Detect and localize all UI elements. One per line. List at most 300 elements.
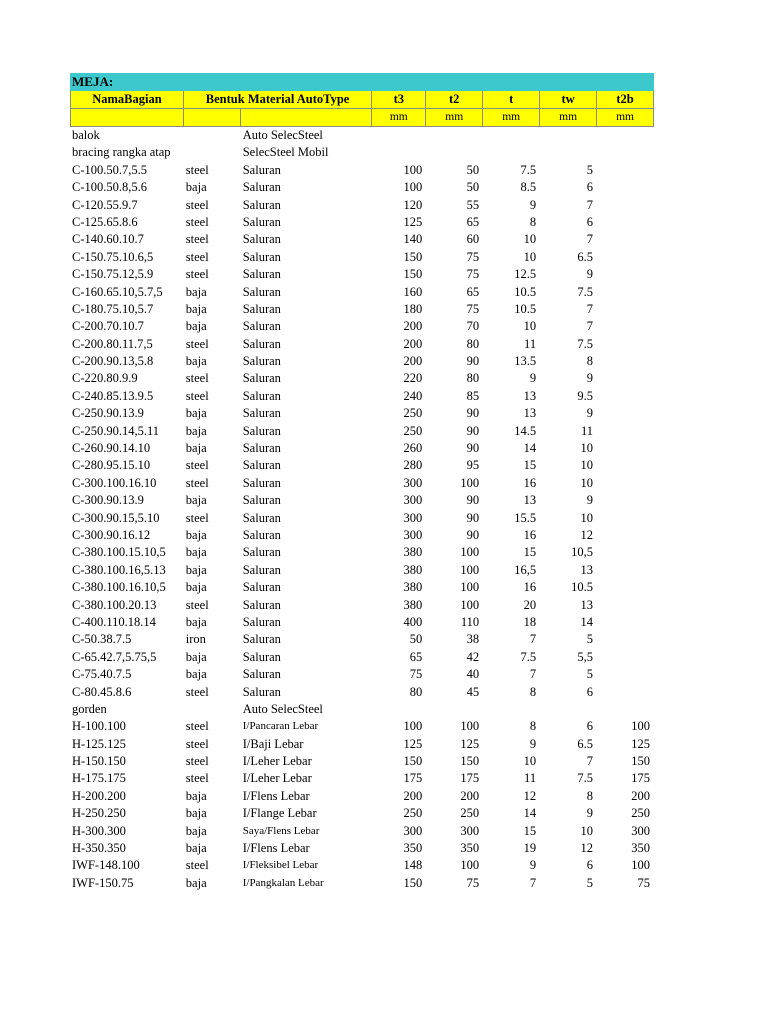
cell-namabagian[interactable]: C-300.90.15,5.10 xyxy=(72,510,160,525)
cell-t3[interactable] xyxy=(372,127,426,144)
cell-t2[interactable]: 75 xyxy=(466,267,480,282)
cell-t2b[interactable]: 250 xyxy=(631,806,650,821)
cell-t2b[interactable] xyxy=(597,214,654,231)
cell-t2[interactable]: 90 xyxy=(466,493,480,508)
cell-namabagian[interactable]: C-380.100.16.10,5 xyxy=(72,580,166,595)
cell-t3[interactable]: 220 xyxy=(403,371,423,386)
cell-t[interactable]: 8.5 xyxy=(520,180,537,195)
cell-t2[interactable]: 90 xyxy=(466,406,480,421)
cell-namabagian[interactable]: balok xyxy=(72,128,100,142)
cell-t[interactable]: 14 xyxy=(523,806,537,821)
cell-t2[interactable]: 80 xyxy=(466,371,480,386)
cell-t[interactable]: 10 xyxy=(523,249,537,264)
cell-t2b[interactable]: 75 xyxy=(637,875,650,890)
cell-autotype[interactable]: Saluran xyxy=(242,684,281,699)
cell-t3[interactable]: 100 xyxy=(403,162,423,177)
cell-bentuk[interactable]: steel xyxy=(185,336,209,351)
cell-t[interactable]: 14 xyxy=(523,441,537,456)
cell-tw[interactable]: 9 xyxy=(586,806,594,821)
cell-tw[interactable]: 9 xyxy=(586,267,594,282)
cell-tw[interactable]: 13 xyxy=(580,562,594,577)
cell-namabagian[interactable]: C-200.70.10.7 xyxy=(72,319,144,334)
cell-bentuk[interactable]: steel xyxy=(185,475,209,490)
cell-t3[interactable]: 250 xyxy=(403,406,423,421)
cell-t[interactable]: 20 xyxy=(523,597,537,612)
cell-bentuk[interactable]: baja xyxy=(185,406,207,421)
cell-t2b[interactable] xyxy=(597,336,654,353)
cell-t2b[interactable] xyxy=(597,249,654,266)
cell-t[interactable]: 7.5 xyxy=(520,649,537,664)
cell-tw[interactable] xyxy=(540,144,597,161)
cell-tw[interactable]: 6.5 xyxy=(577,249,594,264)
cell-t[interactable]: 14.5 xyxy=(514,423,537,438)
cell-autotype[interactable]: Saluran xyxy=(242,527,281,542)
cell-t[interactable]: 13 xyxy=(523,493,537,508)
cell-namabagian[interactable]: C-150.75.12,5.9 xyxy=(72,267,154,282)
cell-tw[interactable]: 6 xyxy=(586,214,594,229)
cell-autotype[interactable]: Saluran xyxy=(242,667,281,682)
cell-bentuk[interactable] xyxy=(184,144,241,161)
cell-t2[interactable]: 38 xyxy=(466,632,480,647)
cell-autotype[interactable]: Saluran xyxy=(242,545,281,560)
cell-t2[interactable]: 100 xyxy=(460,475,480,490)
cell-namabagian[interactable]: C-380.100.16,5.13 xyxy=(72,562,166,577)
cell-t3[interactable]: 65 xyxy=(409,649,423,664)
cell-autotype[interactable]: Saluran xyxy=(242,319,281,334)
cell-t3[interactable]: 200 xyxy=(403,336,423,351)
cell-t2[interactable]: 42 xyxy=(466,649,480,664)
cell-tw[interactable]: 12 xyxy=(580,841,594,856)
cell-bentuk[interactable]: baja xyxy=(185,875,207,890)
cell-t[interactable]: 15 xyxy=(523,545,537,560)
cell-bentuk[interactable] xyxy=(184,127,241,144)
cell-bentuk[interactable]: steel xyxy=(185,214,209,229)
cell-autotype[interactable]: Saluran xyxy=(242,371,281,386)
cell-tw[interactable]: 8 xyxy=(586,354,594,369)
cell-bentuk[interactable]: baja xyxy=(185,580,207,595)
cell-t2[interactable]: 100 xyxy=(460,597,480,612)
cell-autotype[interactable]: Saluran xyxy=(242,597,281,612)
header-t2b[interactable]: t2b xyxy=(597,91,654,109)
cell-t[interactable]: 12 xyxy=(523,788,537,803)
cell-t2b[interactable] xyxy=(597,266,654,283)
cell-namabagian[interactable]: C-100.50.8,5.6 xyxy=(72,180,147,195)
cell-t3[interactable]: 150 xyxy=(403,267,423,282)
cell-namabagian[interactable]: C-220.80.9.9 xyxy=(72,371,138,386)
cell-bentuk[interactable]: baja xyxy=(185,180,207,195)
cell-t2b[interactable] xyxy=(597,544,654,561)
cell-t3[interactable]: 380 xyxy=(403,597,423,612)
cell-bentuk[interactable]: baja xyxy=(185,301,207,316)
cell-t2b[interactable]: 125 xyxy=(631,736,650,751)
cell-autotype[interactable]: Saluran xyxy=(242,614,281,629)
cell-namabagian[interactable]: C-250.90.14,5.11 xyxy=(72,423,160,438)
cell-autotype[interactable]: Saluran xyxy=(242,458,281,473)
cell-t[interactable]: 16 xyxy=(523,475,537,490)
cell-bentuk[interactable]: baja xyxy=(185,841,207,856)
cell-namabagian[interactable]: gorden xyxy=(72,701,107,716)
cell-t[interactable]: 8 xyxy=(529,684,537,699)
cell-t2[interactable]: 50 xyxy=(466,162,480,177)
cell-t2b[interactable] xyxy=(597,562,654,579)
cell-tw[interactable]: 7 xyxy=(586,319,594,334)
cell-namabagian[interactable]: C-260.90.14.10 xyxy=(72,441,151,456)
cell-t[interactable]: 9 xyxy=(529,197,537,212)
cell-namabagian[interactable]: C-160.65.10,5.7,5 xyxy=(72,284,163,299)
cell-t2[interactable]: 200 xyxy=(460,788,480,803)
cell-t2b[interactable]: 150 xyxy=(631,754,650,769)
cell-t2b[interactable]: 350 xyxy=(631,841,650,856)
cell-t3[interactable]: 280 xyxy=(403,458,423,473)
cell-t[interactable]: 10 xyxy=(523,319,537,334)
cell-namabagian[interactable]: C-120.55.9.7 xyxy=(72,197,138,212)
cell-t2b[interactable]: 200 xyxy=(631,788,650,803)
cell-t3[interactable]: 175 xyxy=(403,771,423,786)
cell-t2b[interactable]: 175 xyxy=(631,771,650,786)
cell-t2b[interactable] xyxy=(597,144,654,161)
cell-autotype[interactable]: Saluran xyxy=(242,562,281,577)
cell-bentuk[interactable]: steel xyxy=(185,197,209,212)
cell-t3[interactable]: 100 xyxy=(403,719,423,734)
cell-autotype[interactable]: I/Fleksibel Lebar xyxy=(242,859,319,872)
cell-t2b[interactable] xyxy=(597,405,654,422)
cell-tw[interactable]: 14 xyxy=(580,614,594,629)
cell-t2[interactable]: 150 xyxy=(460,754,480,769)
cell-tw[interactable] xyxy=(540,127,597,144)
cell-bentuk[interactable]: steel xyxy=(185,754,209,769)
cell-tw[interactable]: 7 xyxy=(586,301,594,316)
cell-t2b[interactable] xyxy=(597,666,654,683)
cell-t3[interactable]: 150 xyxy=(403,249,423,264)
cell-bentuk[interactable]: steel xyxy=(185,597,209,612)
cell-tw[interactable]: 6 xyxy=(586,180,594,195)
cell-t3[interactable]: 160 xyxy=(403,284,423,299)
cell-t2b[interactable] xyxy=(597,127,654,144)
cell-t2b[interactable] xyxy=(597,423,654,440)
cell-t2[interactable]: 100 xyxy=(460,545,480,560)
cell-autotype[interactable]: Saluran xyxy=(242,510,281,525)
cell-t2[interactable]: 90 xyxy=(466,527,480,542)
cell-bentuk[interactable]: steel xyxy=(185,771,209,786)
cell-namabagian[interactable]: C-400.110.18.14 xyxy=(72,614,156,629)
cell-autotype[interactable]: Saluran xyxy=(242,388,281,403)
cell-t[interactable]: 15 xyxy=(523,458,537,473)
cell-t[interactable]: 8 xyxy=(529,214,537,229)
cell-t[interactable]: 10.5 xyxy=(514,284,537,299)
header-t2[interactable]: t2 xyxy=(426,91,483,109)
cell-tw[interactable]: 7.5 xyxy=(577,771,594,786)
cell-t2b[interactable] xyxy=(597,579,654,596)
cell-t2[interactable]: 110 xyxy=(460,614,480,629)
cell-t2b[interactable] xyxy=(597,388,654,405)
cell-t[interactable]: 13 xyxy=(523,406,537,421)
cell-tw[interactable]: 6 xyxy=(586,719,594,734)
cell-autotype[interactable]: I/Flens Lebar xyxy=(242,788,310,803)
cell-bentuk[interactable]: steel xyxy=(185,719,209,734)
cell-t2[interactable]: 80 xyxy=(466,336,480,351)
cell-namabagian[interactable]: C-200.90.13,5.8 xyxy=(72,354,154,369)
cell-autotype[interactable]: Saluran xyxy=(242,354,281,369)
cell-t2b[interactable]: 300 xyxy=(631,823,650,838)
cell-bentuk[interactable]: steel xyxy=(185,388,209,403)
cell-t2b[interactable] xyxy=(597,457,654,474)
cell-tw[interactable]: 7 xyxy=(586,232,594,247)
header-tw[interactable]: tw xyxy=(540,91,597,109)
cell-t2[interactable] xyxy=(426,144,483,161)
cell-t2b[interactable] xyxy=(597,353,654,370)
cell-autotype[interactable]: SelecSteel Mobil xyxy=(242,145,329,160)
cell-autotype[interactable]: Saluran xyxy=(242,232,281,247)
cell-t3[interactable]: 100 xyxy=(403,180,423,195)
cell-t2b[interactable] xyxy=(597,162,654,179)
cell-bentuk[interactable]: baja xyxy=(185,823,207,838)
cell-t[interactable]: 11 xyxy=(524,336,537,351)
cell-namabagian[interactable]: H-150.150 xyxy=(72,754,126,769)
cell-tw[interactable]: 6 xyxy=(586,858,594,873)
cell-t2b[interactable] xyxy=(597,318,654,335)
cell-t2b[interactable] xyxy=(597,370,654,387)
cell-t2[interactable]: 75 xyxy=(466,249,480,264)
cell-namabagian[interactable]: H-100.100 xyxy=(72,719,126,734)
cell-tw[interactable]: 8 xyxy=(586,788,594,803)
cell-namabagian[interactable]: C-240.85.13.9.5 xyxy=(72,388,154,403)
cell-autotype[interactable]: Saluran xyxy=(242,423,281,438)
header-bentuk-material-autotype[interactable]: Bentuk Material AutoType xyxy=(184,91,372,109)
cell-t3[interactable]: 250 xyxy=(403,423,423,438)
cell-t2b[interactable] xyxy=(597,649,654,666)
cell-t2b[interactable] xyxy=(597,527,654,544)
cell-t[interactable]: 15.5 xyxy=(514,510,537,525)
cell-t2[interactable]: 75 xyxy=(466,875,480,890)
cell-namabagian[interactable]: IWF-150.75 xyxy=(72,875,134,890)
cell-tw[interactable]: 7 xyxy=(586,754,594,769)
cell-t2[interactable]: 45 xyxy=(466,684,480,699)
cell-namabagian[interactable]: C-200.80.11.7,5 xyxy=(72,336,153,351)
cell-t2[interactable]: 100 xyxy=(460,719,480,734)
cell-autotype[interactable]: Saya/Flens Lebar xyxy=(242,824,320,837)
cell-bentuk[interactable] xyxy=(184,701,241,718)
cell-tw[interactable]: 10,5 xyxy=(571,545,594,560)
cell-namabagian[interactable]: C-75.40.7.5 xyxy=(72,667,132,682)
cell-bentuk[interactable]: baja xyxy=(185,284,207,299)
cell-t2[interactable]: 70 xyxy=(466,319,480,334)
cell-namabagian[interactable]: C-280.95.15.10 xyxy=(72,458,151,473)
cell-tw[interactable]: 10 xyxy=(580,441,594,456)
cell-t2[interactable]: 100 xyxy=(460,562,480,577)
cell-tw[interactable]: 7.5 xyxy=(577,336,594,351)
cell-t[interactable]: 7 xyxy=(529,875,537,890)
cell-autotype[interactable]: Saluran xyxy=(242,197,281,212)
cell-tw[interactable]: 13 xyxy=(580,597,594,612)
cell-t[interactable] xyxy=(483,701,540,718)
cell-t[interactable]: 16 xyxy=(523,527,537,542)
cell-t3[interactable]: 140 xyxy=(403,232,423,247)
cell-t3[interactable]: 120 xyxy=(403,197,423,212)
cell-tw[interactable]: 5 xyxy=(586,667,594,682)
cell-t2[interactable]: 300 xyxy=(460,823,480,838)
cell-t2b[interactable]: 100 xyxy=(631,858,650,873)
cell-autotype[interactable]: Saluran xyxy=(242,493,281,508)
cell-t2[interactable]: 100 xyxy=(460,858,480,873)
cell-autotype[interactable]: Saluran xyxy=(242,336,281,351)
cell-bentuk[interactable]: baja xyxy=(185,441,207,456)
cell-t3[interactable]: 240 xyxy=(403,388,423,403)
cell-t3[interactable]: 300 xyxy=(403,510,423,525)
cell-t3[interactable]: 400 xyxy=(403,614,423,629)
cell-t2b[interactable] xyxy=(597,631,654,648)
cell-t2[interactable]: 55 xyxy=(466,197,480,212)
cell-namabagian[interactable]: H-125.125 xyxy=(72,736,126,751)
cell-tw[interactable]: 9.5 xyxy=(577,388,594,403)
cell-t[interactable]: 8 xyxy=(529,719,537,734)
cell-bentuk[interactable]: baja xyxy=(185,545,207,560)
cell-bentuk[interactable]: baja xyxy=(185,649,207,664)
cell-t3[interactable]: 300 xyxy=(403,527,423,542)
cell-autotype[interactable]: I/Baji Lebar xyxy=(242,736,304,751)
cell-autotype[interactable]: I/Pangkalan Lebar xyxy=(242,876,324,889)
cell-t3[interactable]: 380 xyxy=(403,545,423,560)
header-t3[interactable]: t3 xyxy=(372,91,426,109)
cell-t3[interactable]: 300 xyxy=(403,823,423,838)
cell-tw[interactable]: 10.5 xyxy=(571,580,594,595)
cell-autotype[interactable]: Saluran xyxy=(242,267,281,282)
cell-t2[interactable]: 65 xyxy=(466,214,480,229)
cell-autotype[interactable]: I/Pancaran Lebar xyxy=(242,720,319,733)
cell-namabagian[interactable]: H-200.200 xyxy=(72,788,126,803)
cell-t2[interactable]: 90 xyxy=(466,510,480,525)
cell-t2[interactable]: 40 xyxy=(466,667,480,682)
cell-bentuk[interactable]: steel xyxy=(185,249,209,264)
cell-t2[interactable]: 75 xyxy=(466,301,480,316)
cell-autotype[interactable]: Saluran xyxy=(242,301,281,316)
cell-t[interactable]: 13.5 xyxy=(514,354,537,369)
cell-t2b[interactable] xyxy=(597,492,654,509)
cell-tw[interactable]: 5 xyxy=(586,875,594,890)
cell-t[interactable]: 10 xyxy=(523,754,537,769)
cell-t[interactable]: 18 xyxy=(523,614,537,629)
cell-namabagian[interactable]: C-100.50.7,5.5 xyxy=(72,162,147,177)
cell-t2b[interactable] xyxy=(597,197,654,214)
cell-bentuk[interactable]: steel xyxy=(185,510,209,525)
cell-autotype[interactable]: Saluran xyxy=(242,632,281,647)
cell-namabagian[interactable]: C-380.100.20.13 xyxy=(72,597,157,612)
cell-bentuk[interactable]: baja xyxy=(185,354,207,369)
cell-t3[interactable]: 200 xyxy=(403,354,423,369)
cell-t[interactable]: 11 xyxy=(524,771,537,786)
cell-t[interactable]: 12.5 xyxy=(514,267,537,282)
cell-tw[interactable]: 10 xyxy=(580,475,594,490)
header-namabagian[interactable]: NamaBagian xyxy=(70,91,184,109)
cell-namabagian[interactable]: C-65.42.7,5.75,5 xyxy=(72,649,157,664)
cell-tw[interactable]: 10 xyxy=(580,510,594,525)
cell-t3[interactable]: 350 xyxy=(403,841,423,856)
cell-bentuk[interactable]: steel xyxy=(185,162,209,177)
cell-t2b[interactable] xyxy=(597,231,654,248)
cell-t2[interactable]: 90 xyxy=(466,441,480,456)
cell-tw[interactable]: 7.5 xyxy=(577,284,594,299)
cell-t2[interactable]: 60 xyxy=(466,232,480,247)
cell-namabagian[interactable]: H-175.175 xyxy=(72,771,126,786)
cell-t2b[interactable] xyxy=(597,597,654,614)
cell-t2[interactable] xyxy=(426,127,483,144)
cell-tw[interactable]: 10 xyxy=(580,823,594,838)
cell-t3[interactable]: 250 xyxy=(403,806,423,821)
cell-namabagian[interactable]: H-250.250 xyxy=(72,806,126,821)
cell-t[interactable] xyxy=(483,127,540,144)
cell-tw[interactable]: 6.5 xyxy=(577,736,594,751)
cell-bentuk[interactable]: baja xyxy=(185,319,207,334)
cell-t2[interactable]: 65 xyxy=(466,284,480,299)
cell-bentuk[interactable]: steel xyxy=(185,371,209,386)
cell-bentuk[interactable]: steel xyxy=(185,684,209,699)
cell-autotype[interactable]: Auto SelecSteel xyxy=(242,701,323,716)
cell-namabagian[interactable]: C-300.100.16.10 xyxy=(72,475,157,490)
cell-bentuk[interactable]: baja xyxy=(185,493,207,508)
cell-bentuk[interactable]: baja xyxy=(185,788,207,803)
cell-tw[interactable]: 5 xyxy=(586,162,594,177)
cell-namabagian[interactable]: H-300.300 xyxy=(72,823,126,838)
cell-autotype[interactable]: Saluran xyxy=(242,249,281,264)
cell-autotype[interactable]: Saluran xyxy=(242,406,281,421)
cell-t[interactable]: 16,5 xyxy=(514,562,537,577)
cell-tw[interactable]: 12 xyxy=(580,527,594,542)
cell-t3[interactable]: 125 xyxy=(403,736,423,751)
cell-tw[interactable]: 5 xyxy=(586,632,594,647)
cell-bentuk[interactable]: iron xyxy=(185,632,206,647)
cell-t[interactable]: 9 xyxy=(529,736,537,751)
cell-t[interactable]: 19 xyxy=(523,841,537,856)
cell-t3[interactable]: 50 xyxy=(409,632,423,647)
cell-t2b[interactable] xyxy=(597,614,654,631)
cell-t2[interactable]: 50 xyxy=(466,180,480,195)
cell-t2b[interactable]: 100 xyxy=(631,719,650,734)
cell-t3[interactable]: 180 xyxy=(403,301,423,316)
cell-autotype[interactable]: Saluran xyxy=(242,475,281,490)
cell-tw[interactable]: 6 xyxy=(586,684,594,699)
cell-t2b[interactable] xyxy=(597,701,654,718)
cell-tw[interactable]: 7 xyxy=(586,197,594,212)
cell-namabagian[interactable]: C-380.100.15.10,5 xyxy=(72,545,166,560)
cell-t2[interactable]: 250 xyxy=(460,806,480,821)
cell-t2[interactable]: 175 xyxy=(460,771,480,786)
cell-t[interactable]: 7 xyxy=(529,667,537,682)
cell-t2[interactable]: 100 xyxy=(460,580,480,595)
cell-namabagian[interactable]: C-150.75.10.6,5 xyxy=(72,249,154,264)
cell-autotype[interactable]: Saluran xyxy=(242,284,281,299)
cell-tw[interactable]: 10 xyxy=(580,458,594,473)
cell-t[interactable]: 7.5 xyxy=(520,162,537,177)
cell-bentuk[interactable]: steel xyxy=(185,232,209,247)
cell-bentuk[interactable]: steel xyxy=(185,736,209,751)
cell-t2b[interactable] xyxy=(597,179,654,196)
cell-t[interactable] xyxy=(483,144,540,161)
cell-t[interactable]: 7 xyxy=(529,632,537,647)
cell-t3[interactable]: 260 xyxy=(403,441,423,456)
cell-t2[interactable]: 85 xyxy=(466,388,480,403)
cell-t2b[interactable] xyxy=(597,301,654,318)
cell-t2b[interactable] xyxy=(597,284,654,301)
cell-t[interactable]: 9 xyxy=(529,371,537,386)
cell-autotype[interactable]: Saluran xyxy=(242,649,281,664)
cell-t2b[interactable] xyxy=(597,475,654,492)
cell-bentuk[interactable]: baja xyxy=(185,667,207,682)
cell-namabagian[interactable]: bracing rangka atap xyxy=(72,145,171,160)
cell-bentuk[interactable]: steel xyxy=(185,267,209,282)
cell-namabagian[interactable]: IWF-148.100 xyxy=(72,858,140,873)
cell-t3[interactable]: 80 xyxy=(409,684,423,699)
cell-t3[interactable]: 200 xyxy=(403,319,423,334)
cell-namabagian[interactable]: C-250.90.13.9 xyxy=(72,406,144,421)
